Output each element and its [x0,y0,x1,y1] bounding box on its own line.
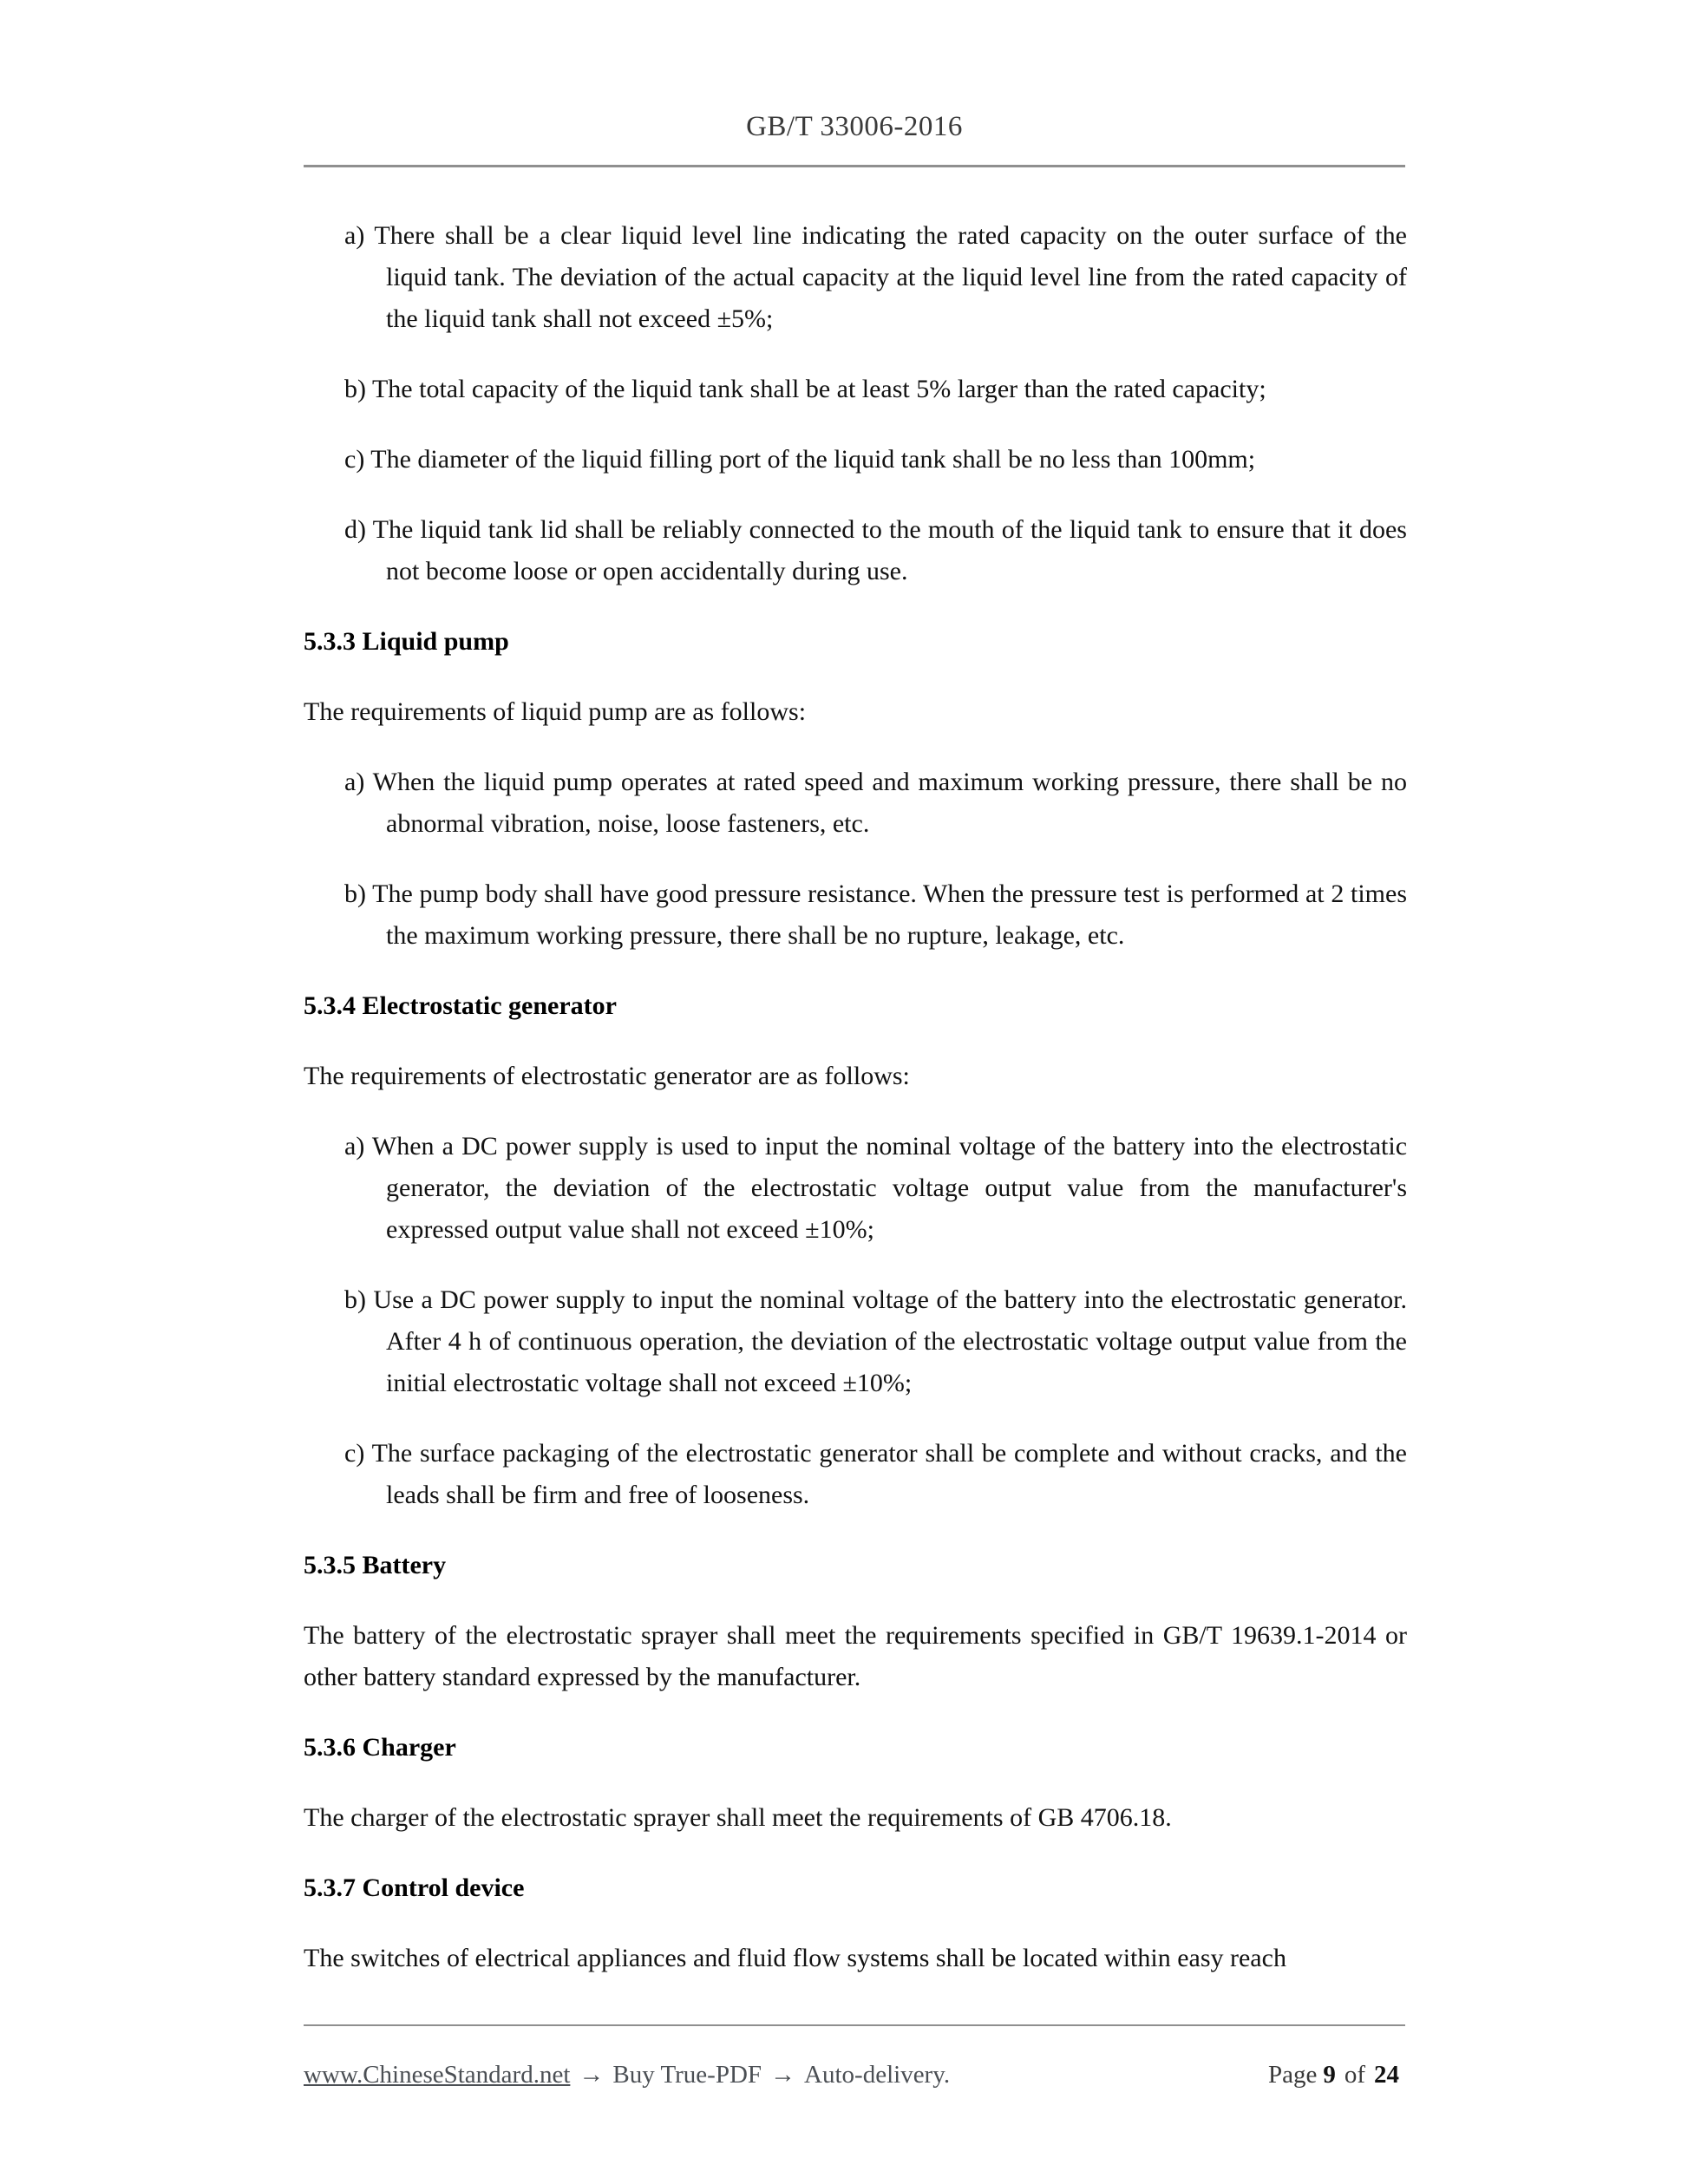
list-item-label: b) [344,1285,366,1314]
standard-number-title: GB/T 33006-2016 [746,111,963,142]
total-page-number: 24 [1374,2061,1399,2089]
list-item-label: b) [344,879,366,908]
section-heading-5-3-6: 5.3.6 Charger [304,1733,456,1762]
paragraph: The switches of electrical appliances and fluid flow systems shall be located within easy reach [304,1944,1286,1972]
footer-delivery-text: Auto-delivery. [804,2061,951,2089]
section-heading-5-3-3: 5.3.3 Liquid pump [304,627,509,656]
current-page-number: 9 [1323,2061,1336,2089]
arrow-icon: → [579,2061,605,2089]
document-body [304,215,1407,2008]
footer-divider [304,2024,1405,2026]
of-label: of [1344,2061,1365,2089]
list-item [304,215,1407,340]
list-item [304,1126,1407,1251]
paragraph: The battery of the electrostatic sprayer shall meet the requirements specified in GB/T 19639.1-2014 or other battery standard expressed by the manufacturer. [304,1621,1407,1691]
list-item-text: The surface packaging of the electrostatic generator shall be complete and without cracks, and the leads shall be firm and free of looseness. [371,1439,1407,1509]
paragraph: The requirements of liquid pump are as follows: [304,697,807,726]
page-footer [304,2024,1405,2089]
list-item-text: The liquid tank lid shall be reliably connected to the mouth of the liquid tank to ensure that it does not become loose or open accidentally during use. [372,515,1407,585]
list-item-text: When a DC power supply is used to input the nominal voltage of the battery into the electrostatic generator, the deviation of the electrostatic voltage output value from the manufacturer's expressed output value shall not exceed ±10%; [371,1132,1408,1244]
section-heading-5-3-5: 5.3.5 Battery [304,1551,447,1579]
list-item [304,1433,1407,1516]
list-item [304,439,1407,481]
header-divider [304,165,1405,167]
list-item-label: d) [344,515,366,544]
list-item-label: b) [344,375,366,403]
list-item-text: There shall be a clear liquid level line indicating the rated capacity on the outer surface of the liquid tank. The deviation of the actual capacity at the liquid level line from the rated capacity of the liquid tank shall not exceed ±5%; [374,221,1407,333]
list-item-label: a) [344,221,365,250]
section-heading-5-3-4: 5.3.4 Electrostatic generator [304,991,617,1020]
list-item-text: The diameter of the liquid filling port of the liquid tank shall be no less than 100mm; [370,445,1256,474]
footer-source-line [304,2061,950,2089]
footer-buy-text: Buy True-PDF [612,2061,762,2089]
list-item-label: c) [344,1439,365,1468]
list-item-text: The total capacity of the liquid tank shall be at least 5% larger than the rated capacity; [371,375,1266,403]
website-link[interactable]: www.ChineseStandard.net [304,2061,571,2089]
list-item [304,873,1407,957]
list-item [304,369,1407,410]
section-heading-5-3-7: 5.3.7 Control device [304,1873,525,1902]
list-item [304,1279,1407,1404]
list-item-text: The pump body shall have good pressure resistance. When the pressure test is performed at 2 times the maximum working pressure, there shall be no rupture, leakage, etc. [372,879,1407,950]
page-number-indicator [1268,2061,1405,2089]
list-item-label: a) [344,1132,365,1161]
page-header [304,0,1405,174]
list-item-text: When the liquid pump operates at rated speed and maximum working pressure, there shall be no abnormal vibration, noise, loose fasteners, etc. [372,768,1407,838]
list-item [304,762,1407,845]
list-item [304,509,1407,592]
paragraph: The requirements of electrostatic generator are as follows: [304,1062,910,1090]
arrow-icon: → [770,2061,796,2089]
list-item-text: Use a DC power supply to input the nominal voltage of the battery into the electrostatic generator. After 4 h of continuous operation, the deviation of the electrostatic voltage output value from the initial electrostatic voltage shall not exceed ±10%; [373,1285,1407,1397]
page-label: Page [1267,2061,1318,2089]
list-item-label: c) [344,445,365,474]
list-item-label: a) [344,768,365,796]
paragraph: The charger of the electrostatic sprayer shall meet the requirements of GB 4706.18. [304,1803,1172,1832]
